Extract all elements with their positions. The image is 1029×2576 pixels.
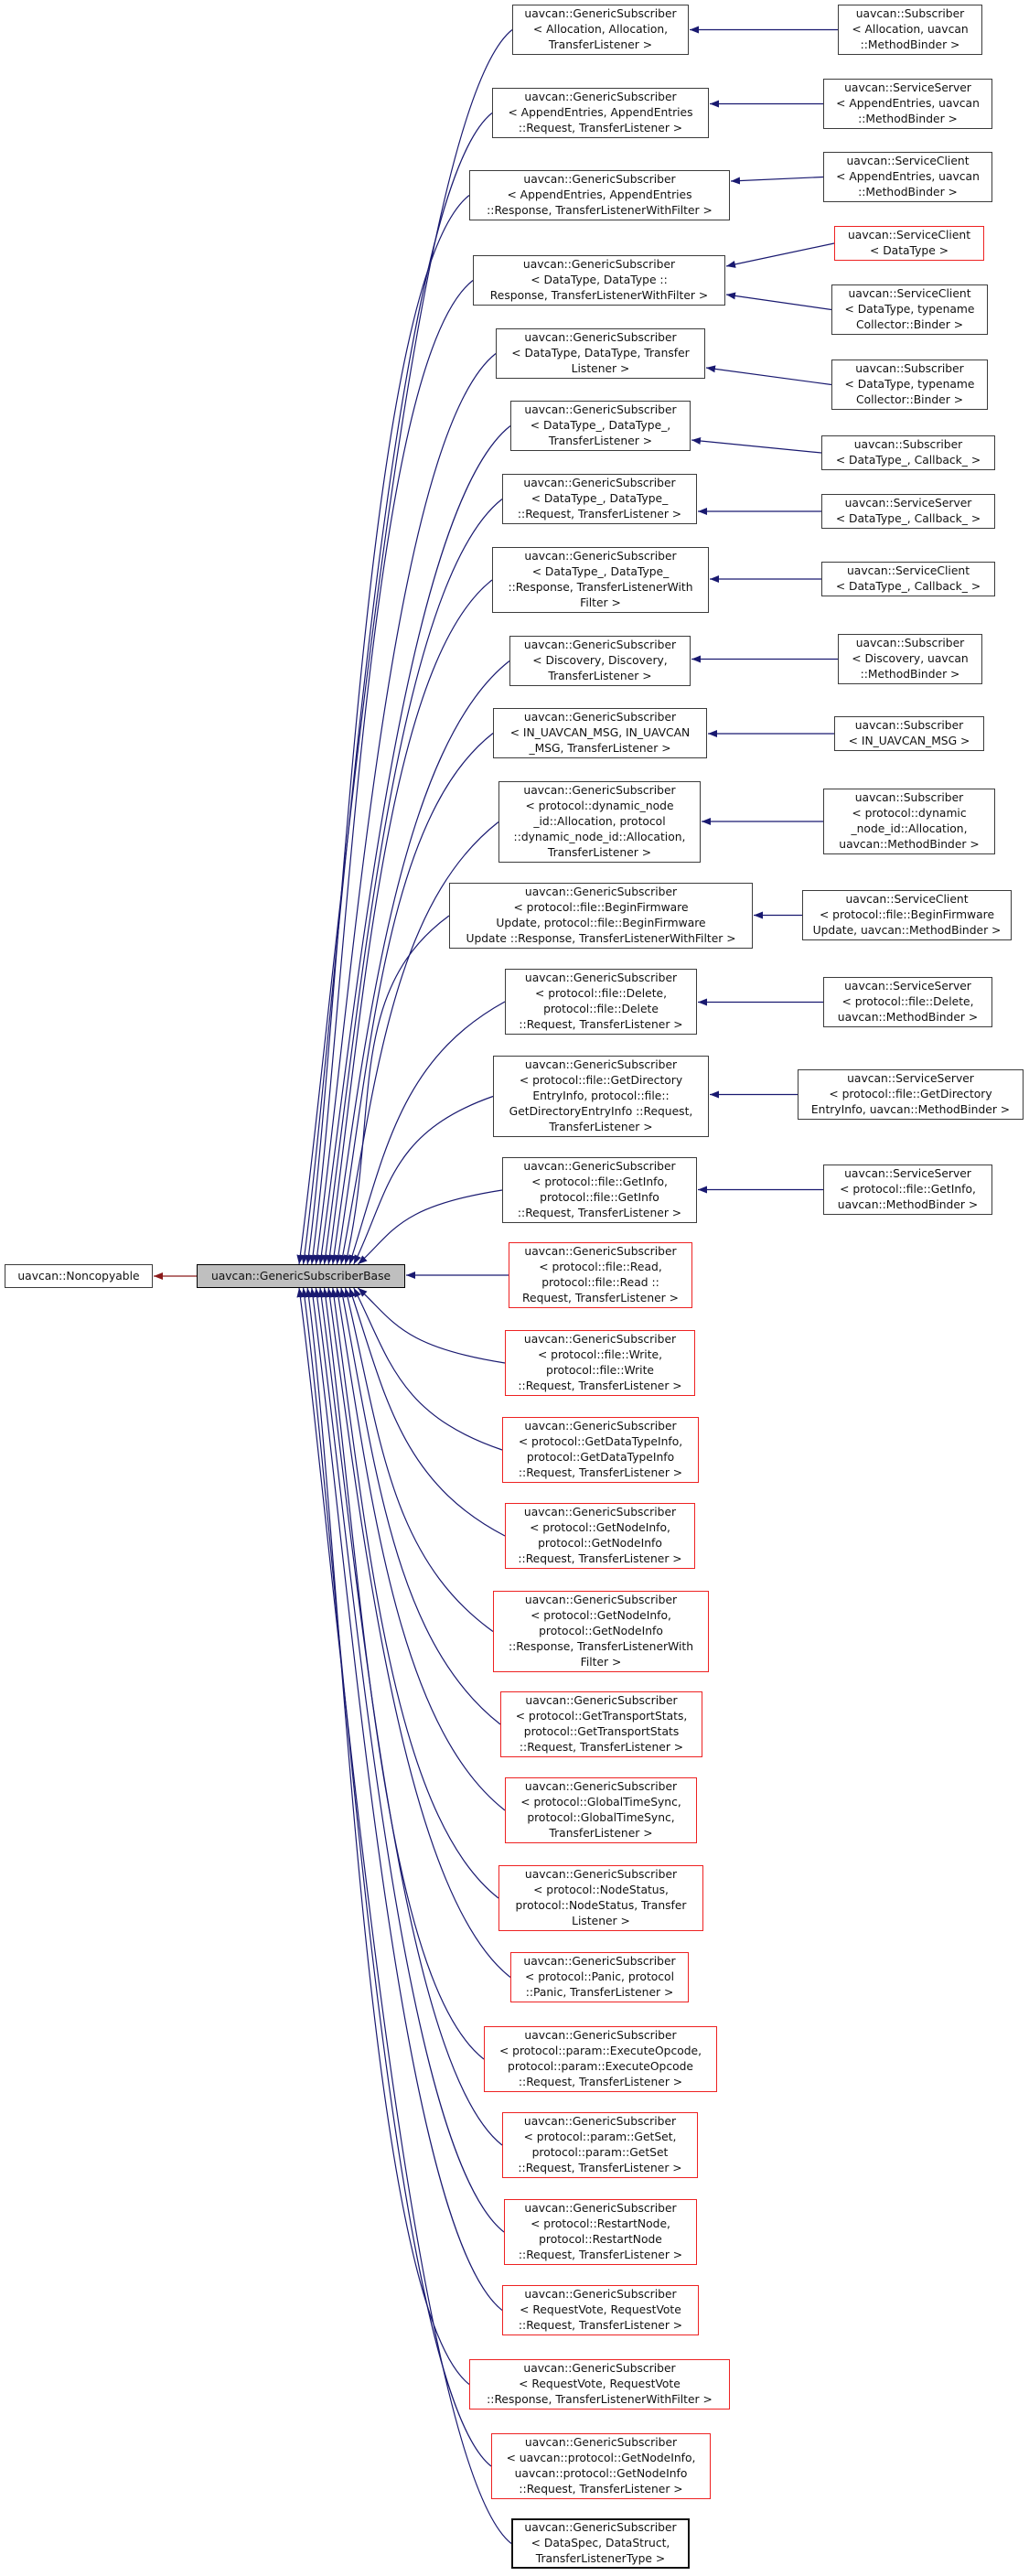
- class-label-line: protocol::NodeStatus, Transfer: [515, 1899, 687, 1912]
- class-label-line: < AppendEntries, uavcan: [836, 170, 980, 183]
- class-node-gs15[interactable]: [502, 1157, 697, 1223]
- class-node-r16[interactable]: [823, 1165, 992, 1215]
- class-label-line: < DataType, DataType ::: [531, 274, 668, 286]
- class-label-line: < Allocation, uavcan: [852, 23, 969, 36]
- class-label-line: uavcan::MethodBinder >: [837, 1198, 979, 1211]
- class-node-r11[interactable]: [834, 716, 984, 751]
- class-label-line: _MSG, TransferListener >: [529, 742, 671, 755]
- class-label-line: < DataType, DataType, Transfer: [511, 347, 690, 360]
- class-label-line: uavcan::GenericSubscriber: [523, 2362, 676, 2375]
- class-label-line: uavcan::GenericSubscriber: [523, 1160, 676, 1173]
- class-label-line: < DataType >: [869, 244, 949, 257]
- class-node-gs27[interactable]: [504, 2199, 697, 2265]
- class-label-line: uavcan::GenericSubscriberBase: [210, 1269, 391, 1283]
- class-node-gs2[interactable]: [492, 88, 709, 138]
- class-node-gs5[interactable]: [496, 328, 705, 379]
- class-label-line: protocol::RestartNode: [539, 2233, 662, 2246]
- class-label-line: uavcan::ServiceServer: [844, 980, 971, 993]
- class-label-line: < protocol::Panic, protocol: [524, 1970, 674, 1983]
- class-node-r13[interactable]: [802, 890, 1012, 940]
- class-label-line: TransferListener >: [548, 38, 653, 51]
- class-label-line: TransferListener >: [548, 435, 653, 447]
- class-label-line: protocol::GlobalTimeSync,: [527, 1811, 675, 1824]
- class-label-line: ::Panic, TransferListener >: [525, 1986, 674, 1999]
- class-label-line: Request, TransferListener >: [522, 1292, 679, 1304]
- class-label-line: Update ::Response, TransferListenerWithFilter >: [466, 932, 736, 945]
- class-label-line: ::Request, TransferListener >: [518, 1379, 682, 1392]
- class-label-line: ::Response, TransferListenerWithFilter >: [487, 2393, 713, 2406]
- class-label-line: uavcan::GenericSubscriber: [524, 91, 677, 103]
- class-label-line: uavcan::ServiceClient: [846, 564, 970, 577]
- class-label-line: uavcan::ServiceClient: [847, 229, 971, 242]
- class-label-line: uavcan::MethodBinder >: [839, 838, 980, 851]
- class-label-line: ::Request, TransferListener >: [518, 2162, 682, 2174]
- class-label-line: ::MethodBinder >: [858, 113, 958, 125]
- class-node-gs17[interactable]: [505, 1330, 695, 1396]
- class-label-line: protocol::param::ExecuteOpcode: [508, 2060, 693, 2073]
- class-node-r12[interactable]: [823, 789, 995, 854]
- class-label-line: EntryInfo, uavcan::MethodBinder >: [810, 1103, 1011, 1116]
- class-label-line: uavcan::MethodBinder >: [837, 1011, 979, 1024]
- class-label-line: < DataType_, Callback_ >: [835, 580, 981, 593]
- class-node-r6[interactable]: [831, 360, 988, 410]
- class-label-line: < DataType_, DataType_: [531, 492, 669, 505]
- class-label-line: uavcan::GenericSubscriber: [524, 1245, 677, 1258]
- class-node-r7[interactable]: [821, 435, 995, 470]
- class-label-line: ::Request, TransferListener >: [518, 2249, 683, 2261]
- class-node-gs21[interactable]: [500, 1691, 702, 1757]
- class-label-line: protocol::file::Read ::: [541, 1276, 659, 1289]
- class-label-line: < protocol::file::GetInfo,: [840, 1183, 976, 1196]
- class-label-line: EntryInfo, protocol::file::: [532, 1089, 670, 1102]
- class-label-line: < Allocation, Allocation,: [532, 23, 669, 36]
- class-label-line: protocol::GetTransportStats: [523, 1725, 680, 1738]
- class-node-gs28[interactable]: [502, 2285, 699, 2335]
- class-label-line: uavcan::GenericSubscriber: [524, 2436, 678, 2449]
- class-label-line: ::Request, TransferListener >: [517, 508, 682, 521]
- class-node-noncopyable[interactable]: [5, 1264, 153, 1288]
- class-label-line: < protocol::GetNodeInfo,: [530, 1521, 670, 1534]
- class-label-line: uavcan::GenericSubscriber: [523, 1333, 677, 1346]
- class-label-line: < DataType, typename: [844, 303, 975, 316]
- class-node-gs23[interactable]: [498, 1865, 703, 1931]
- class-node-gs8[interactable]: [492, 547, 709, 613]
- class-label-line: < protocol::dynamic: [852, 807, 967, 820]
- class-label-line: ::Request, TransferListener >: [518, 122, 683, 134]
- class-label-line: uavcan::GenericSubscriber: [524, 2029, 677, 2042]
- class-label-line: < AppendEntries, uavcan: [836, 97, 980, 110]
- class-label-line: uavcan::GenericSubscriber: [524, 2521, 677, 2534]
- class-label-line: < protocol::GetNodeInfo,: [531, 1609, 671, 1622]
- class-label-line: protocol::GetNodeInfo: [538, 1537, 662, 1550]
- class-node-r8[interactable]: [821, 494, 995, 529]
- class-label-line: < DataType_, Callback_ >: [835, 454, 981, 467]
- class-label-line: uavcan::GenericSubscriber: [522, 258, 676, 271]
- class-label-line: < RequestVote, RequestVote: [519, 2377, 681, 2390]
- class-node-gs19[interactable]: [505, 1503, 695, 1569]
- class-label-line: uavcan::GenericSubscriber: [523, 1955, 676, 1968]
- class-label-line: < protocol::file::Delete,: [841, 995, 974, 1008]
- class-label-line: < RequestVote, RequestVote: [520, 2303, 681, 2316]
- class-label-line: < DataSpec, DataStruct,: [531, 2537, 670, 2549]
- class-label-line: < protocol::file::Read,: [539, 1261, 662, 1273]
- class-label-line: protocol::param::GetSet: [531, 2146, 669, 2159]
- class-label-line: uavcan::GenericSubscriber: [524, 2202, 677, 2215]
- class-node-gs26[interactable]: [502, 2112, 698, 2178]
- class-label-line: ::MethodBinder >: [860, 38, 960, 51]
- class-node-r1[interactable]: [838, 5, 982, 55]
- class-node-r9[interactable]: [821, 562, 995, 596]
- class-label-line: _id::Allocation, protocol: [533, 815, 666, 828]
- class-node-base[interactable]: [197, 1264, 405, 1288]
- class-label-line: ::Response, TransferListenerWith: [508, 1640, 693, 1653]
- class-label-line: < protocol::dynamic_node: [525, 800, 674, 812]
- class-label-line: < Discovery, uavcan: [852, 652, 969, 665]
- class-label-line: uavcan::Subscriber: [854, 719, 964, 732]
- class-label-line: protocol::GetDataTypeInfo: [526, 1451, 675, 1464]
- class-label-line: GetDirectoryEntryInfo ::Request,: [509, 1105, 693, 1118]
- class-label-line: uavcan::GenericSubscriber: [525, 1694, 678, 1707]
- class-node-r10[interactable]: [838, 634, 982, 684]
- class-label-line: protocol::file::GetInfo: [540, 1191, 659, 1204]
- class-node-r3[interactable]: [823, 152, 992, 202]
- class-node-gs12[interactable]: [449, 883, 753, 949]
- class-node-gs14[interactable]: [493, 1056, 709, 1137]
- class-label-line: uavcan::GenericSubscriber: [523, 477, 676, 489]
- class-node-r14[interactable]: [823, 977, 992, 1027]
- class-label-line: < protocol::GetDataTypeInfo,: [518, 1435, 683, 1448]
- class-label-line: ::MethodBinder >: [860, 668, 960, 681]
- class-label-line: uavcan::GenericSubscriber: [524, 7, 677, 20]
- class-label-line: < IN_UAVCAN_MSG, IN_UAVCAN: [509, 726, 691, 739]
- class-label-line: uavcan::ServiceServer: [844, 81, 971, 94]
- class-label-line: uavcan::ServiceClient: [848, 287, 971, 300]
- class-label-line: ::Request, TransferListener >: [519, 2483, 683, 2496]
- class-node-gs11[interactable]: [498, 781, 701, 863]
- class-label-line: Response, TransferListenerWithFilter >: [489, 289, 709, 302]
- class-node-gs3[interactable]: [469, 170, 730, 220]
- class-label-line: protocol::GetNodeInfo: [539, 1625, 663, 1637]
- class-node-r4[interactable]: [834, 226, 984, 261]
- class-label-line: ::Request, TransferListener >: [519, 1018, 683, 1031]
- class-label-line: uavcan::GenericSubscriber: [524, 886, 678, 898]
- class-label-line: Collector::Binder >: [855, 318, 964, 331]
- class-label-line: Update, protocol::file::BeginFirmware: [496, 917, 706, 929]
- class-label-line: uavcan::GenericSubscriber: [524, 1058, 678, 1071]
- class-label-line: protocol::file::Delete: [543, 1003, 659, 1015]
- class-label-line: Update, uavcan::MethodBinder >: [812, 924, 1002, 937]
- class-label-line: Collector::Binder >: [855, 393, 964, 406]
- class-label-line: uavcan::GenericSubscriber: [523, 173, 676, 186]
- class-label-line: ::Request, TransferListener >: [518, 1466, 683, 1479]
- class-label-line: < protocol::param::GetSet,: [523, 2131, 677, 2143]
- class-label-line: uavcan::GenericSubscriber: [523, 784, 676, 797]
- class-label-line: uavcan::GenericSubscriber: [523, 1506, 677, 1519]
- class-label-line: uavcan::ServiceServer: [844, 497, 972, 510]
- class-label-line: uavcan::GenericSubscriber: [524, 971, 678, 984]
- class-label-line: < protocol::file::GetDirectory: [829, 1088, 992, 1100]
- class-node-gs24[interactable]: [510, 1952, 689, 2002]
- class-label-line: uavcan::GenericSubscriber: [524, 1594, 678, 1606]
- class-label-line: < protocol::file::BeginFirmware: [819, 908, 995, 921]
- class-label-line: uavcan::ServiceServer: [844, 1167, 971, 1180]
- class-label-line: ::Response, TransferListenerWithFilter >: [487, 204, 713, 217]
- class-label-line: uavcan::GenericSubscriber: [524, 2288, 677, 2301]
- class-label-line: uavcan::Subscriber: [854, 791, 964, 804]
- class-label-line: uavcan::ServiceServer: [847, 1072, 974, 1085]
- class-label-line: uavcan::GenericSubscriber: [524, 1780, 678, 1793]
- class-node-gs22[interactable]: [505, 1777, 697, 1843]
- class-node-gs29[interactable]: [469, 2359, 730, 2410]
- class-label-line: TransferListener >: [549, 1121, 653, 1133]
- class-label-line: < protocol::file::Write,: [537, 1348, 663, 1361]
- class-label-line: uavcan::Subscriber: [855, 362, 964, 375]
- class-label-line: < Discovery, Discovery,: [532, 654, 668, 667]
- class-node-r2[interactable]: [823, 79, 992, 129]
- class-label-line: < protocol::GetTransportStats,: [515, 1710, 688, 1723]
- class-label-line: uavcan::GenericSubscriber: [524, 1420, 677, 1433]
- class-label-line: < uavcan::protocol::GetNodeInfo,: [506, 2452, 696, 2464]
- class-node-r5[interactable]: [831, 284, 988, 335]
- class-label-line: uavcan::GenericSubscriber: [524, 403, 677, 416]
- class-node-gs1[interactable]: [512, 5, 689, 55]
- class-label-line: uavcan::GenericSubscriber: [523, 2115, 677, 2128]
- class-label-line: TransferListener >: [547, 846, 652, 859]
- class-label-line: uavcan::GenericSubscriber: [523, 711, 677, 724]
- class-label-line: uavcan::GenericSubscriber: [524, 1868, 678, 1881]
- class-label-line: ::Request, TransferListener >: [518, 2319, 683, 2332]
- class-label-line: Filter >: [580, 1656, 622, 1669]
- class-label-line: protocol::file::Write: [546, 1364, 654, 1377]
- class-label-line: uavcan::protocol::GetNodeInfo: [514, 2467, 688, 2480]
- class-label-line: Listener >: [571, 362, 630, 375]
- class-node-gs10[interactable]: [493, 708, 707, 758]
- class-node-gs25[interactable]: [484, 2026, 717, 2092]
- class-label-line: < protocol::file::GetDirectory: [519, 1074, 683, 1087]
- class-label-line: < protocol::param::ExecuteOpcode,: [498, 2045, 702, 2057]
- class-label-line: uavcan::Subscriber: [855, 7, 965, 20]
- class-node-gs20[interactable]: [493, 1591, 709, 1672]
- class-label-line: < protocol::file::Delete,: [535, 987, 667, 1000]
- class-label-line: TransferListener >: [548, 670, 652, 682]
- class-node-gs13[interactable]: [505, 969, 697, 1035]
- class-label-line: uavcan::Noncopyable: [17, 1269, 140, 1283]
- class-label-line: < protocol::file::GetInfo,: [531, 1175, 668, 1188]
- class-label-line: < protocol::RestartNode,: [531, 2217, 670, 2230]
- class-label-line: < AppendEntries, AppendEntries: [508, 106, 693, 119]
- class-node-gs18[interactable]: [502, 1417, 699, 1483]
- class-label-line: ::Request, TransferListener >: [517, 1207, 682, 1219]
- class-label-line: uavcan::GenericSubscriber: [523, 639, 677, 651]
- class-label-line: uavcan::ServiceClient: [845, 893, 969, 906]
- class-node-gs7[interactable]: [502, 474, 697, 524]
- class-node-r15[interactable]: [798, 1069, 1024, 1120]
- class-label-line: ::MethodBinder >: [858, 186, 958, 199]
- class-label-line: ::Request, TransferListener >: [518, 2076, 683, 2088]
- class-label-line: Listener >: [572, 1915, 630, 1927]
- class-label-line: ::Response, TransferListenerWith: [508, 581, 693, 594]
- class-label-line: uavcan::GenericSubscriber: [524, 331, 677, 344]
- class-label-line: < DataType_, DataType_: [531, 565, 670, 578]
- class-label-line: TransferListener >: [549, 1827, 653, 1840]
- class-label-line: uavcan::Subscriber: [855, 637, 965, 649]
- class-label-line: < protocol::file::BeginFirmware: [513, 901, 689, 914]
- class-label-line: Filter >: [580, 596, 621, 609]
- class-node-gs31[interactable]: [511, 2518, 690, 2569]
- class-node-gs4[interactable]: [473, 255, 725, 306]
- class-node-gs16[interactable]: [509, 1242, 692, 1308]
- class-label-line: TransferListenerType >: [535, 2552, 666, 2565]
- class-label-line: < protocol::GlobalTimeSync,: [520, 1796, 681, 1809]
- class-label-line: uavcan::GenericSubscriber: [524, 550, 677, 563]
- class-label-line: < DataType, typename: [844, 378, 975, 391]
- class-label-line: < IN_UAVCAN_MSG >: [848, 735, 970, 747]
- class-label-line: _node_id::Allocation,: [851, 822, 968, 835]
- class-label-line: ::dynamic_node_id::Allocation,: [513, 831, 686, 843]
- class-label-line: < DataType_, DataType_,: [530, 419, 671, 432]
- class-label-line: uavcan::ServiceClient: [846, 155, 970, 167]
- class-node-gs9[interactable]: [509, 636, 691, 686]
- class-label-line: ::Request, TransferListener >: [518, 1552, 682, 1565]
- class-label-line: < AppendEntries, AppendEntries: [507, 188, 692, 201]
- class-node-gs30[interactable]: [491, 2433, 711, 2499]
- class-label-line: < protocol::NodeStatus,: [533, 1884, 669, 1896]
- class-label-line: < DataType_, Callback_ >: [835, 512, 981, 525]
- class-node-gs6[interactable]: [510, 401, 691, 451]
- class-label-line: ::Request, TransferListener >: [519, 1741, 684, 1754]
- class-label-line: uavcan::Subscriber: [853, 438, 963, 451]
